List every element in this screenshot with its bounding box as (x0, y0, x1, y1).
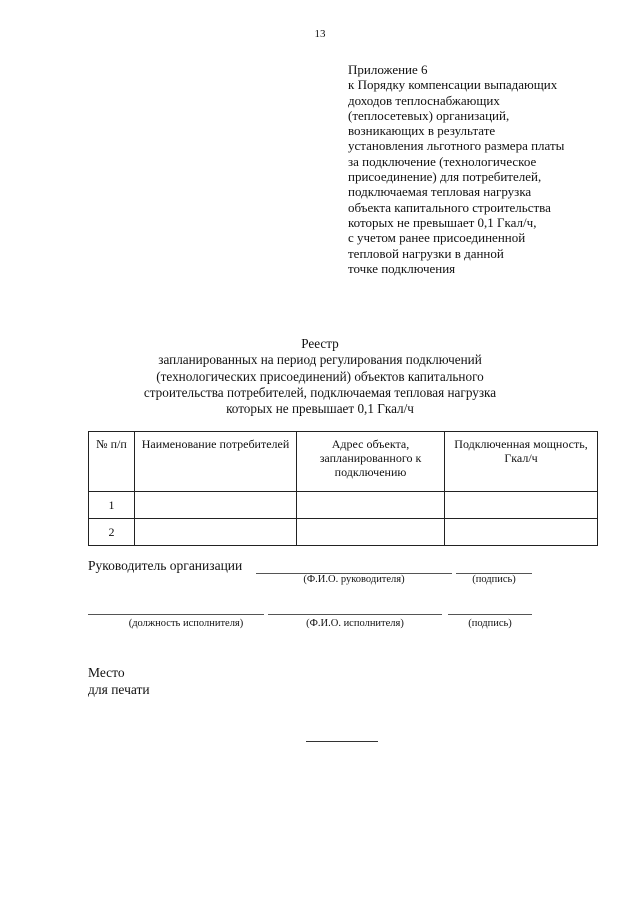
executor-position-line (88, 614, 264, 615)
cell-connected-power (445, 492, 598, 519)
title-line: которых не превышает 0,1 Гкал/ч (226, 401, 414, 417)
executor-position-caption: (должность исполнителя) (128, 618, 244, 629)
appendix-line: точке подключения (348, 260, 456, 276)
title-line: строительства потребителей, подключаемая тепловая нагрузка (143, 384, 497, 400)
cell-connected-power (445, 519, 598, 546)
appendix-note (348, 62, 618, 276)
header-object-address: Адрес объекта, запланированного к подключению (297, 432, 445, 492)
registry-table (88, 431, 598, 546)
stamp-place (88, 664, 150, 698)
head-signature-caption: (подпись) (472, 574, 516, 585)
title-line: запланированных на период регулирования подключений (158, 352, 482, 368)
appendix-line: возникающих в результате (348, 123, 496, 139)
cell-number: 1 (89, 492, 135, 519)
appendix-line: подключаемая тепловая нагрузка (348, 184, 532, 200)
cell-object-address (297, 492, 445, 519)
stamp-line: для печати (88, 682, 150, 697)
table-row (89, 492, 598, 519)
head-name-caption: (Ф.И.О. руководителя) (303, 574, 405, 585)
appendix-line: с учетом ранее присоединенной (348, 230, 526, 246)
appendix-line: Приложение 6 (348, 62, 428, 77)
stamp-line: Место (88, 665, 125, 680)
executor-name-caption: (Ф.И.О. исполнителя) (306, 618, 404, 629)
appendix-line: установления льготного размера платы (348, 138, 565, 154)
cell-consumer-name (135, 492, 297, 519)
executor-signature-caption: (подпись) (468, 618, 512, 629)
appendix-line: тепловой нагрузки в данной (348, 245, 504, 261)
appendix-line: присоединение) для потребителей, (348, 169, 542, 185)
appendix-line: за подключение (технологическое (348, 153, 537, 169)
cell-consumer-name (135, 519, 297, 546)
appendix-line: объекта капитального строительства (348, 199, 551, 215)
table-header-row (89, 432, 598, 492)
document-title (60, 336, 580, 417)
table-row (89, 519, 598, 546)
page-number: 13 (314, 28, 326, 40)
header-number: № п/п (89, 432, 135, 492)
header-consumer-name: Наименование потребителей (135, 432, 297, 492)
header-connected-power: Подключенная мощность, Гкал/ч (445, 432, 598, 492)
title-heading: Реестр (301, 336, 339, 351)
head-of-organization-label: Руководитель организации (88, 558, 243, 573)
cell-number: 2 (89, 519, 135, 546)
executor-signature-line (448, 614, 532, 615)
appendix-line: которых не превышает 0,1 Гкал/ч, (348, 214, 537, 230)
appendix-line: (теплосетевых) организаций, (348, 107, 510, 123)
appendix-line: к Порядку компенсации выпадающих (348, 77, 558, 93)
appendix-line: доходов теплоснабжающих (348, 92, 500, 108)
title-line: (технологических присоединений) объектов капитального (156, 368, 484, 384)
cell-object-address (297, 519, 445, 546)
executor-name-line (268, 614, 442, 615)
end-of-document-line (306, 741, 378, 742)
